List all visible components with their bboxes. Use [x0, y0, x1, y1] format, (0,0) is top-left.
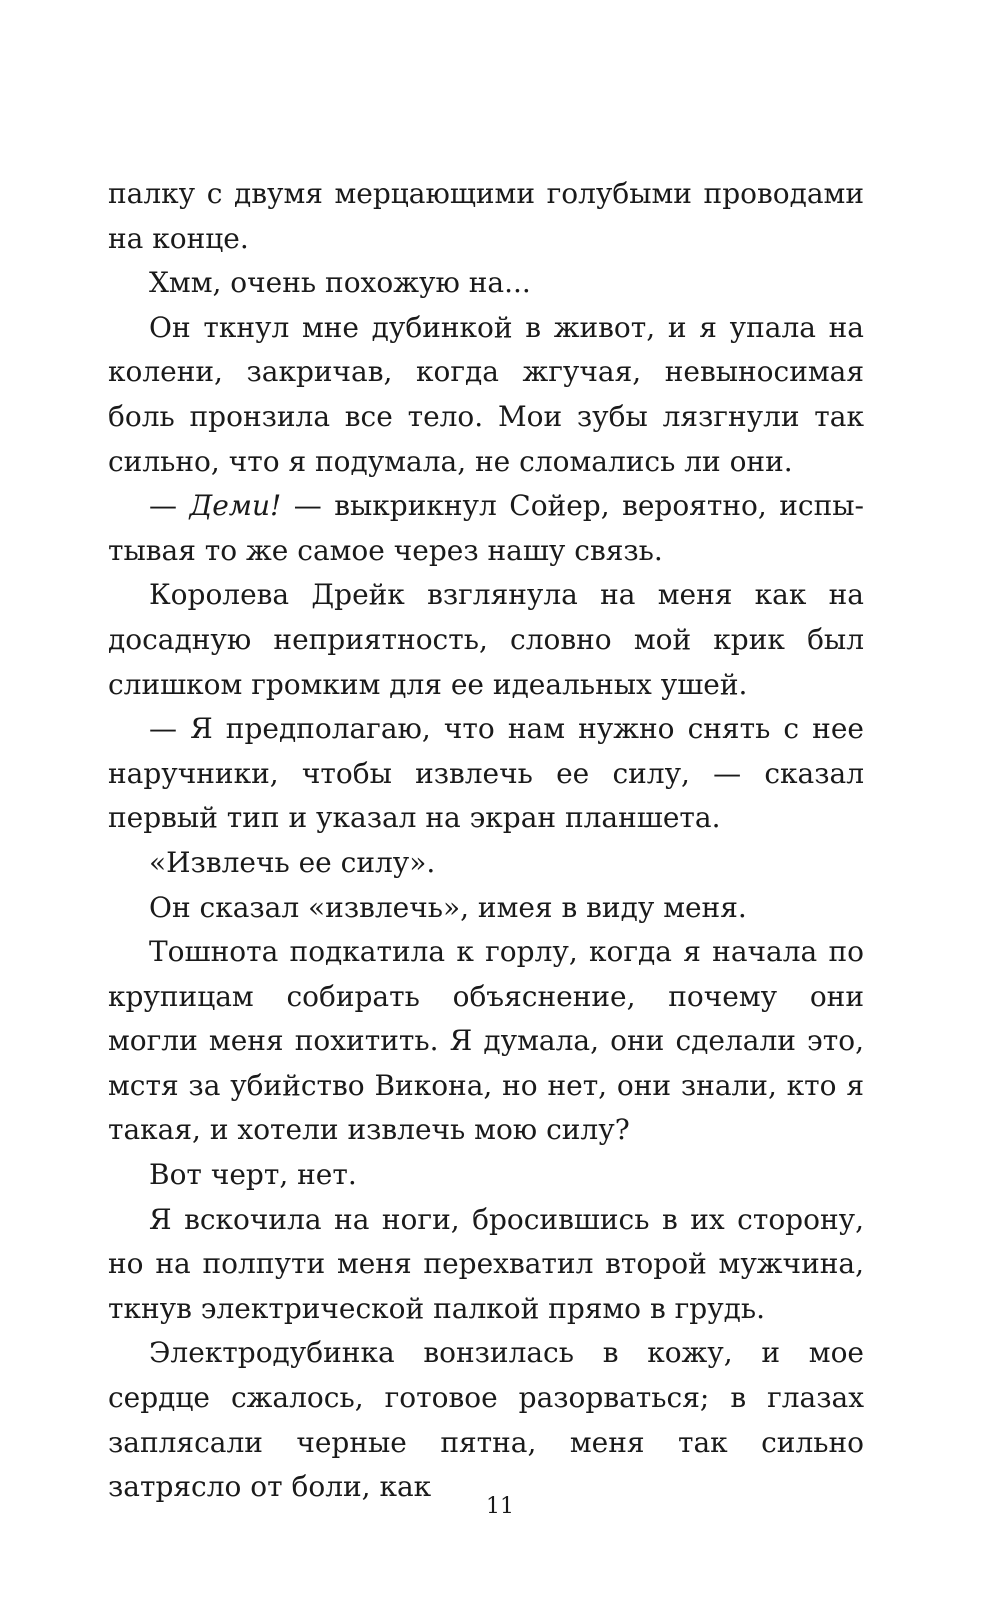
paragraph: «Извлечь ее силу». [149, 845, 436, 879]
paragraph: Королева Дрейк взглянула на меня как на досадную неприятность, словно мой крик был слишком громким для ее идеальных ушей. [108, 578, 864, 701]
paragraph: — Я предполагаю, что нам нужно снять с нее наручники, чтобы извлечь ее силу, — сказал первый тип и указал на экран планшета. [108, 712, 864, 835]
dialogue-dash: — [149, 489, 190, 523]
paragraph-dialogue [108, 484, 864, 573]
dialogue-exclamation: Деми! [189, 489, 282, 523]
paragraph: Я вскочила на ноги, бросившись в их сторону, но на полпути меня перехватил второй мужчина, ткнув электрической палкой прямо в грудь. [108, 1202, 864, 1325]
paragraph: Он сказал «извлечь», имея в виду меня. [149, 890, 747, 924]
paragraph: Вот черт, нет. [149, 1158, 357, 1192]
paragraph: Хмм, очень похожую на... [149, 266, 531, 300]
paragraph: Он ткнул мне дубинкой в живот, и я упала на колени, закричав, когда жгучая, невыносимая боль пронзила все тело. Мои зубы лязгнули так сильно, что я подумала, не сломались ли они. [108, 310, 864, 478]
page-number: 11 [486, 1494, 514, 1519]
paragraph: Электродубинка вонзилась в кожу, и мое сердце сжалось, готовое разорваться; в глазах заплясали черные пятна, меня так сильно затрясло от боли, как [108, 1336, 864, 1504]
paragraph: Тошнота подкатила к горлу, когда я начала по крупицам собирать объяснение, почему они могли меня похитить. Я думала, они сделали это, мстя за убийство Викона, но нет, они знали, кто я такая, и хотели извлечь мою силу? [108, 935, 864, 1147]
dialogue-rest: — выкрикнул Сойер, вероятно, испытывая то же самое через нашу связь. [108, 489, 864, 567]
paragraph: палку с двумя мерцающими голубыми проводами на конце. [108, 177, 864, 255]
page-body [108, 172, 864, 1510]
